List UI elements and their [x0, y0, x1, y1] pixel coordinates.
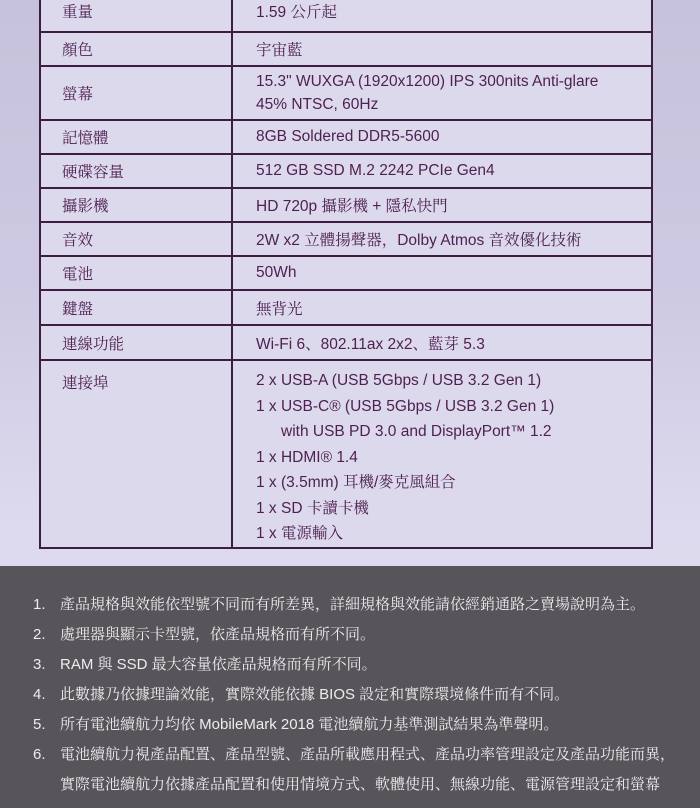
spec-label-camera: 攝影機	[41, 189, 233, 221]
footnote-number: 5.	[33, 716, 46, 733]
footnote-text: 產品規格與效能依型號不同而有所差異，詳細規格與效能請依經銷通路之賣場說明為主。	[60, 596, 646, 613]
spec-row-weight	[41, 0, 651, 33]
spec-value-line: 45% NTSC, 60Hz	[256, 96, 379, 113]
spec-value-line: 1.59 公斤起	[256, 4, 337, 21]
footnote-text: 處理器與顯示卡型號，依產品規格而有所不同。	[60, 626, 376, 643]
footnote-text-line: 實際電池續航力依據產品配置和使用情境方式、軟體使用、無線功能、電源管理設定和螢幕	[60, 776, 661, 793]
spec-row-camera	[41, 189, 651, 223]
footnote-6	[33, 740, 680, 800]
footnote-2	[33, 620, 680, 650]
spec-label-color: 顏色	[41, 33, 233, 65]
spec-value-keyboard	[233, 291, 651, 324]
spec-value-line: 宇宙藍	[256, 42, 303, 59]
spec-label-memory: 記憶體	[41, 121, 233, 153]
spec-value-camera	[233, 189, 651, 221]
footnote-text: 所有電池續航力均依 MobileMark 2018 電池續航力基準測試結果為準聲明。	[60, 716, 559, 733]
spec-label-battery: 電池	[41, 257, 233, 289]
spec-value-battery	[233, 257, 651, 289]
spec-label-audio: 音效	[41, 223, 233, 255]
spec-row-keyboard	[41, 291, 651, 326]
footnote-number: 1.	[33, 596, 46, 613]
spec-value-weight	[233, 0, 651, 31]
port-line-power-in: 1 x 電源輸入	[256, 525, 343, 542]
spec-value-line: 8GB Soldered DDR5-5600	[256, 128, 440, 145]
footnote-4	[33, 680, 680, 710]
spec-value-connectivity	[233, 326, 651, 359]
spec-label-display: 螢幕	[41, 67, 233, 119]
footnote-number: 3.	[33, 656, 46, 673]
footnote-number: 6.	[33, 746, 46, 763]
spec-table	[39, 0, 653, 549]
port-line-audio-jack: 1 x (3.5mm) 耳機/麥克風組合	[256, 474, 456, 491]
footnote-number: 4.	[33, 686, 46, 703]
port-line-usb-c: 1 x USB-C® (USB 5Gbps / USB 3.2 Gen 1)	[256, 397, 555, 415]
spec-value-line: 512 GB SSD M.2 2242 PCIe Gen4	[256, 162, 495, 179]
spec-row-ports	[41, 361, 651, 547]
port-line-usb-c-detail: with USB PD 3.0 and DisplayPort™ 1.2	[281, 423, 552, 440]
spec-row-color	[41, 33, 651, 67]
spec-label-weight: 重量	[41, 0, 233, 31]
spec-value-line: 15.3" WUXGA (1920x1200) IPS 300nits Anti-glare	[256, 73, 599, 90]
footnote-1	[33, 590, 680, 620]
port-line-sd-reader: 1 x SD 卡讀卡機	[256, 499, 369, 517]
port-line-usb-a: 2 x USB-A (USB 5Gbps / USB 3.2 Gen 1)	[256, 372, 542, 389]
footnote-text-line: 電池續航力視產品配置、產品型號、產品所載應用程式、產品功率管理設定及產品功能而異，	[60, 746, 676, 763]
spec-value-memory	[233, 121, 651, 153]
spec-row-display	[41, 67, 651, 121]
spec-row-connectivity	[41, 326, 651, 361]
spec-value-line: 無背光	[256, 300, 303, 318]
spec-label-storage: 硬碟容量	[41, 155, 233, 187]
spec-value-ports	[233, 361, 651, 547]
footnote-number: 2.	[33, 626, 46, 643]
spec-row-audio	[41, 223, 651, 257]
spec-row-storage	[41, 155, 651, 189]
spec-row-battery	[41, 257, 651, 291]
footnotes-section	[0, 566, 700, 808]
spec-label-ports: 連接埠	[41, 361, 233, 547]
footnote-text: RAM 與 SSD 最大容量依產品規格而有所不同。	[60, 656, 377, 673]
spec-value-color	[233, 33, 651, 65]
spec-value-line: 50Wh	[256, 264, 297, 281]
spec-value-storage	[233, 155, 651, 187]
port-line-hdmi: 1 x HDMI® 1.4	[256, 448, 358, 466]
footnote-text	[60, 740, 680, 800]
spec-label-connectivity: 連線功能	[41, 326, 233, 359]
spec-value-display	[233, 67, 651, 119]
spec-value-line: HD 720p 攝影機 + 隱私快門	[256, 198, 448, 215]
spec-value-line: Wi-Fi 6、802.11ax 2x2、藍芽 5.3	[256, 335, 485, 353]
footnote-text: 此數據乃依據理論效能，實際效能依據 BIOS 設定和實際環境條件而有不同。	[60, 686, 570, 703]
spec-value-line: 2W x2 立體揚聲器，Dolby Atmos 音效優化技術	[256, 232, 582, 249]
footnote-3	[33, 650, 680, 680]
footnote-5	[33, 710, 680, 740]
spec-value-audio	[233, 223, 651, 255]
spec-row-memory	[41, 121, 651, 155]
spec-label-keyboard: 鍵盤	[41, 291, 233, 324]
